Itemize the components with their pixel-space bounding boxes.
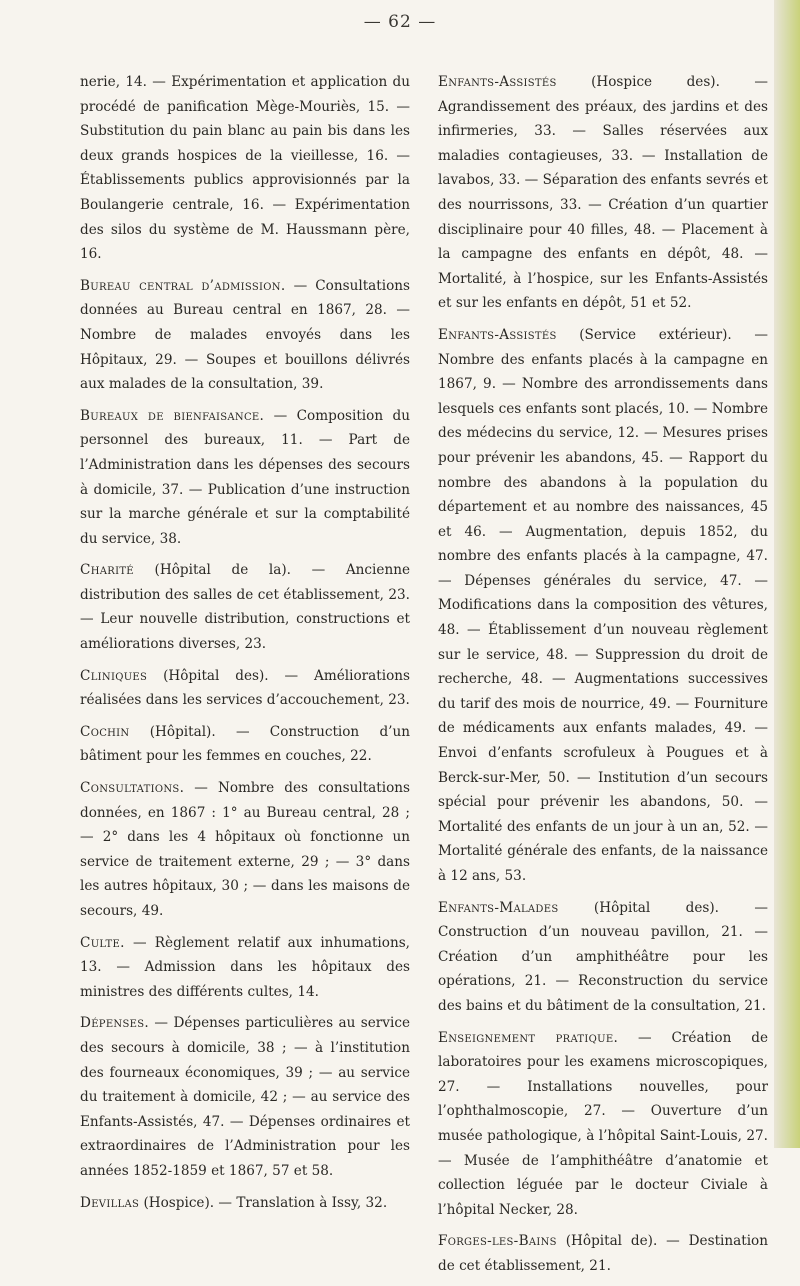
entry-text: (Hospice des). — Agrandissement des préaux, des jardins et des infirmeries, 33. — Salles réservées aux maladies contagieuses, 33. — Installation de lavabos, 33. — Séparation des enfants sevrés et des nourrissons, 33. — Création d’un quartier disciplinaire pour 40 filles, 48. — Placement à la campagne des enfants en dépôt, 48. — Mortalité, à l’hospice, sur les Enfants-Assistés et sur les enfants en dépôt, 51 et 52. bbox=[438, 74, 768, 312]
index-entry bbox=[80, 720, 410, 769]
index-column-left bbox=[80, 70, 410, 1222]
entry-text: (Hôpital de la). — Ancienne distribution des salles de cet établissement, 23. — Leur nouvelle distribution, constructions et améliorations diverses, 23. bbox=[80, 562, 410, 653]
entry-text: — Règlement relatif aux inhumations, 13. — Admission dans les hôpitaux des ministres des différents cultes, 14. bbox=[80, 934, 410, 1000]
page-number: — 62 — bbox=[363, 12, 437, 32]
entry-heading: Culte. bbox=[80, 934, 125, 951]
entry-text: (Hôpital des). — Améliorations réalisées dans les services d’accouchement, 23. bbox=[80, 667, 410, 709]
entry-text: — Création de laboratoires pour les examens microscopiques, 27. — Installations nouvelles, pour l’ophthalmoscopie, 27. — Ouverture d’un musée pathologique, à l’hôpital Saint-Louis, 27. — Musée de l’amphithéâtre d’anatomie et collection léguée par le docteur Civiale à l’hôpital Necker, 28. bbox=[438, 1029, 768, 1218]
entry-heading: Enfants-Malades bbox=[438, 899, 559, 916]
entry-text: (Hôpital des). — Construction d’un nouveau pavillon, 21. — Création d’un amphithéâtre pour les opérations, 21. — Reconstruction du service des bains et du bâtiment de la consultation, 21. bbox=[438, 899, 768, 1014]
index-entry bbox=[438, 70, 768, 316]
index-entry bbox=[438, 323, 768, 889]
entry-text: (Hôpital). — Construction d’un bâtiment pour les femmes en couches, 22. bbox=[80, 723, 410, 765]
entry-text: nerie, 14. — Expérimentation et application du procédé de panification Mège-Mouriès, 15. — Substitution du pain blanc au pain bis dans les deux grands hospices de la vieillesse, 16. — Établissements publics approvisionnés par la Boulangerie centrale, 16. — Expérimentation des silos du système de M. Haussmann père, 16. bbox=[80, 74, 410, 263]
entry-heading: Bureau central d’admission. bbox=[80, 277, 286, 294]
index-entry bbox=[80, 1191, 410, 1216]
index-entry bbox=[438, 896, 768, 1019]
index-entry bbox=[80, 70, 410, 267]
entry-heading: Enfants-Assistés bbox=[438, 74, 557, 90]
index-entry bbox=[80, 664, 410, 713]
entry-text: (Hospice). — Translation à Issy, 32. bbox=[139, 1194, 388, 1211]
entry-text: — Composition du personnel des bureaux, 11. — Part de l’Administration dans les dépenses des secours à domicile, 37. — Publication d’une instruction sur la marche générale et sur la comptabilité du service, 38. bbox=[80, 407, 411, 547]
entry-text: — Nombre des consultations données, en 1867 : 1° au Bureau central, 28 ; — 2° dans les 4 hôpitaux où fonctionne un service de traitement externe, 29 ; — 3° dans les autres hôpitaux, 30 ; — dans les maisons de secours, 49. bbox=[80, 780, 410, 919]
entry-heading: Cochin bbox=[80, 723, 130, 740]
entry-heading: Charité bbox=[80, 562, 134, 579]
entry-heading: Consultations. bbox=[80, 780, 185, 797]
entry-heading: Forges-les-Bains bbox=[438, 1233, 557, 1250]
index-entry bbox=[80, 1011, 410, 1183]
entry-heading: Enfants-Assistés bbox=[438, 326, 557, 343]
entry-heading: Enseignement pratique. bbox=[438, 1029, 619, 1046]
entry-heading: Cliniques bbox=[80, 667, 148, 684]
index-column-right bbox=[438, 70, 768, 1286]
index-entry bbox=[438, 1229, 768, 1278]
entry-text: (Service extérieur). — Nombre des enfants placés à la campagne en 1867, 9. — Nombre des arrondissements dans lesquels ces enfants sont placés, 10. — Nombre des médecins du service, 12. — Mesures prises pour prévenir les abandons, 45. — Rapport du nombre des abandons à la population du département et au nombre des naissances, 45 et 46. — Augmentation, depuis 1852, du nombre des enfants placés à la campagne, 47. — Dépenses générales du service, 47. — Modifications dans la composition des vêtures, 48. — Établissement d’un nouveau règlement sur le service, 48. — Suppression du droit de recherche, 48. — Augmentations successives du tarif des mois de nourrice, 49. — Fourniture de médicaments aux enfants malades, 49. — Envoi d’enfants scrofuleux à Pougues et à Berck-sur-Mer, 50. — Institution d’un secours spécial pour prévenir les abandons, 50. — Mortalité des enfants de un jour à un an, 52. — Mortalité générale des enfants, de la naissance à 12 ans, 53. bbox=[438, 326, 768, 884]
entry-text: — Consultations données au Bureau central en 1867, 28. — Nombre de malades envoyés dans les Hôpitaux, 29. — Soupes et bouillons délivrés aux malades de la consultation, 39. bbox=[80, 277, 410, 393]
entry-heading: Devillas bbox=[80, 1194, 140, 1211]
entry-text: (Hôpital de). — Destination de cet établissement, 21. bbox=[438, 1233, 768, 1274]
index-entry bbox=[438, 1026, 768, 1223]
entry-heading: Dépenses. bbox=[80, 1015, 149, 1032]
index-entry bbox=[80, 558, 410, 656]
index-entry bbox=[80, 404, 410, 552]
index-entry bbox=[80, 274, 410, 397]
entry-heading: Bureaux de bienfaisance. bbox=[80, 407, 265, 424]
index-entry bbox=[80, 776, 410, 924]
page-edge-shadow bbox=[774, 0, 800, 1148]
index-entry bbox=[80, 931, 410, 1005]
entry-text: — Dépenses particulières au service des secours à domicile, 38 ; — à l’institution des fourneaux économiques, 39 ; — au service du traitement à domicile, 42 ; — au service des Enfants-Assistés, 47. — Dépenses ordinaires et extraordinaires de l’Administration pour les années 1852-1859 et 1867, 57 et 58. bbox=[80, 1015, 410, 1179]
